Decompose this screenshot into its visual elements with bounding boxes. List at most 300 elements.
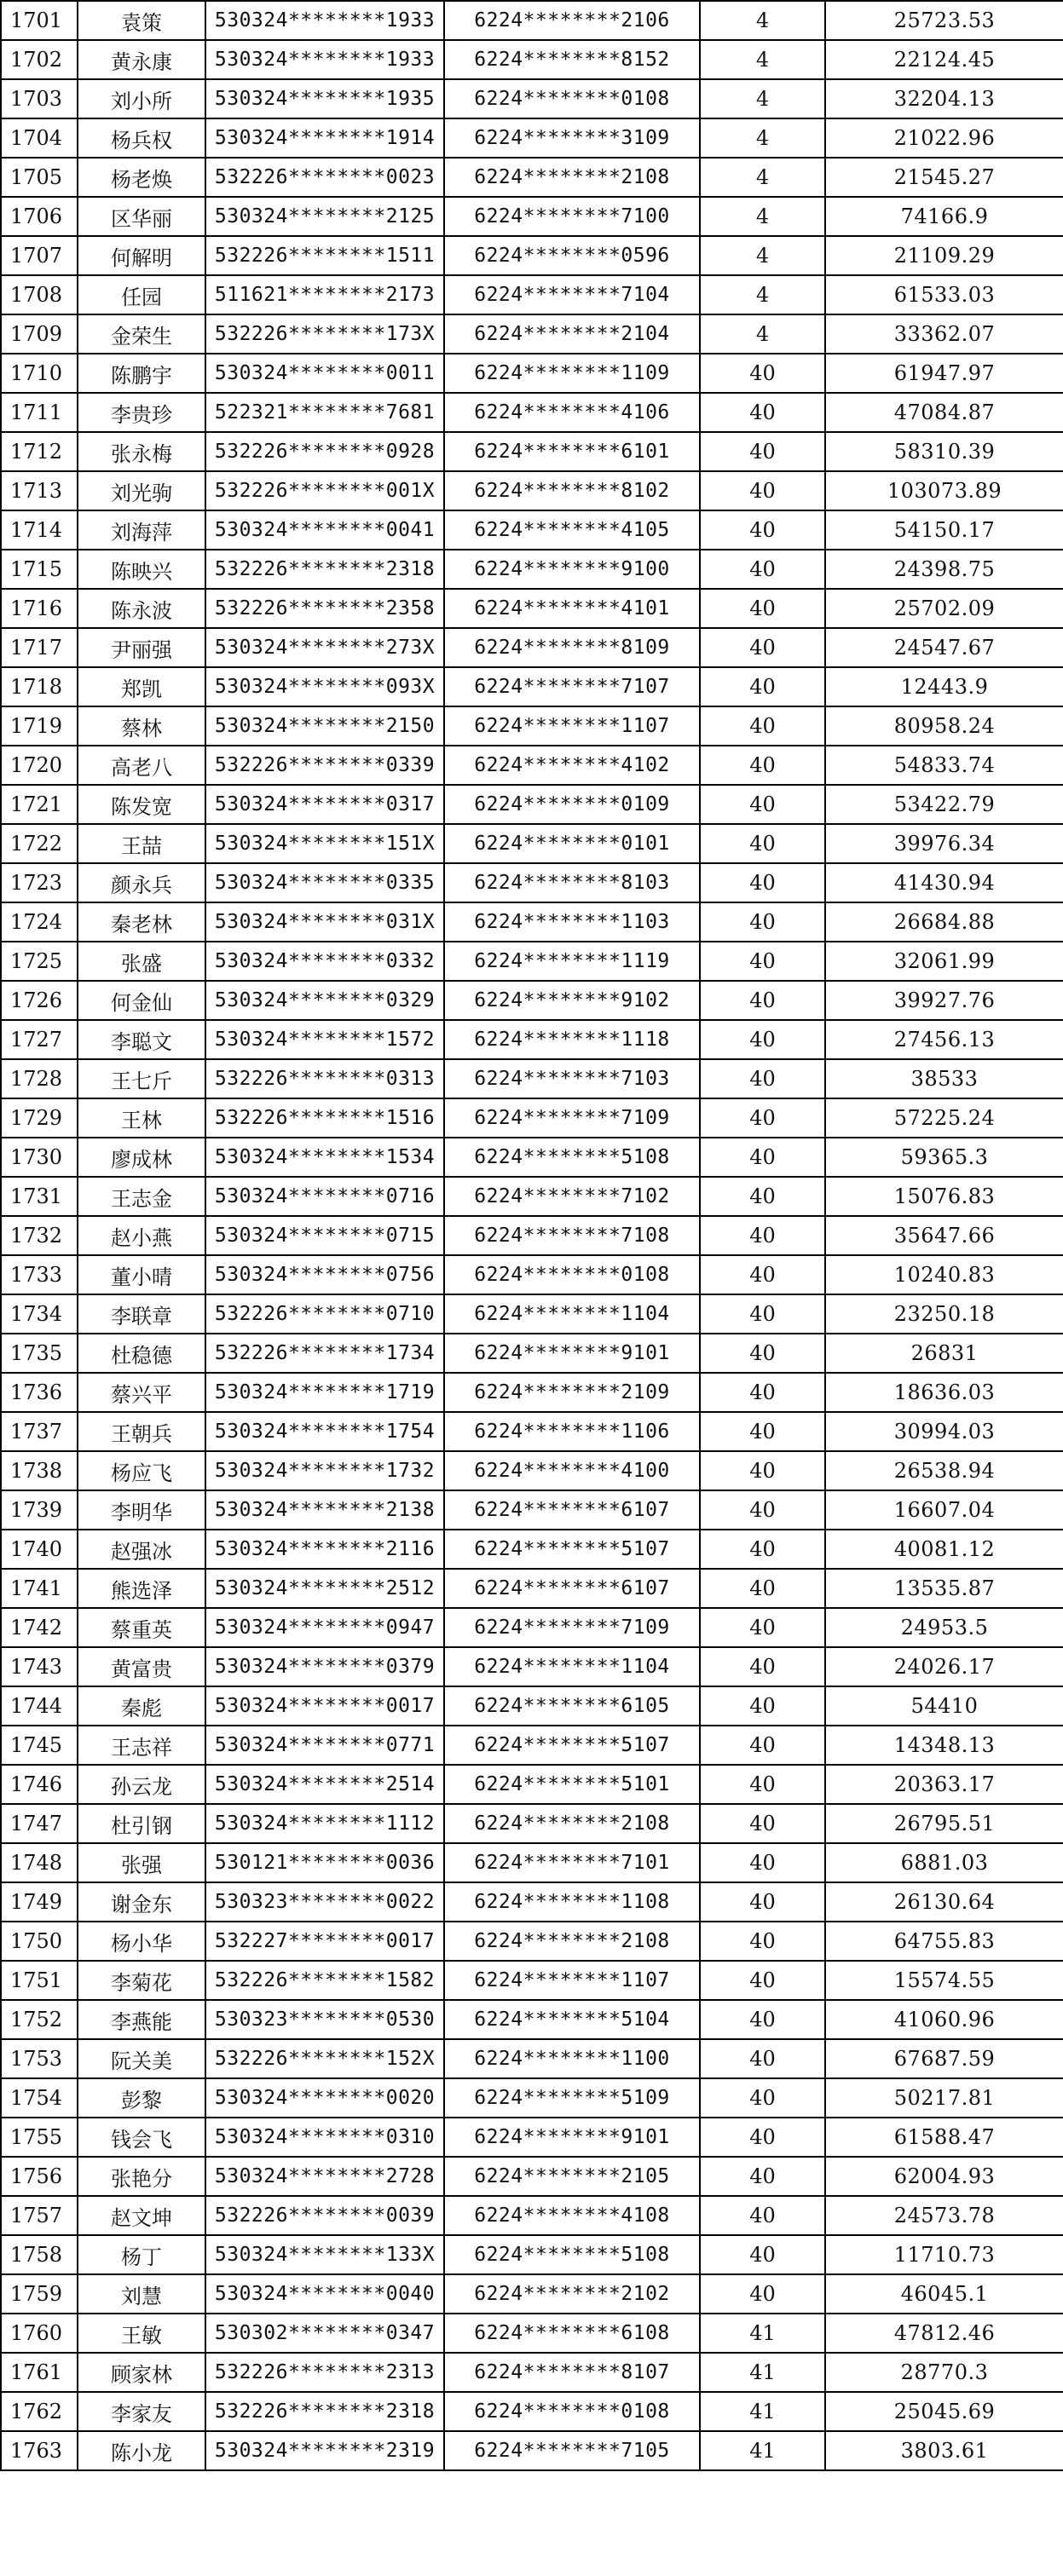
group-cell: 40 <box>700 1334 825 1373</box>
name-cell: 何金仙 <box>78 981 205 1020</box>
amount-cell: 21109.29 <box>825 236 1063 275</box>
row-number-cell: 1735 <box>1 1334 78 1373</box>
account-number-cell: 6224********7108 <box>444 1216 700 1255</box>
table-row <box>1 118 1063 158</box>
amount-cell: 33362.07 <box>825 314 1063 354</box>
table-row <box>1 2196 1063 2235</box>
amount-cell: 47812.46 <box>825 2314 1063 2353</box>
account-number-cell: 6224********7105 <box>444 2431 700 2470</box>
row-number-cell: 1741 <box>1 1569 78 1608</box>
group-cell: 40 <box>700 510 825 550</box>
id-number-cell: 530324********0020 <box>205 2078 444 2118</box>
row-number-cell: 1706 <box>1 197 78 236</box>
amount-cell: 32204.13 <box>825 79 1063 118</box>
name-cell: 王志金 <box>78 1177 205 1216</box>
id-number-cell: 530324********0715 <box>205 1216 444 1255</box>
amount-cell: 26538.94 <box>825 1451 1063 1490</box>
table-row <box>1 746 1063 785</box>
id-number-cell: 532226********0710 <box>205 1294 444 1334</box>
group-cell: 4 <box>700 40 825 79</box>
row-number-cell: 1738 <box>1 1451 78 1490</box>
id-number-cell: 532226********1516 <box>205 1098 444 1138</box>
account-number-cell: 6224********5107 <box>444 1726 700 1765</box>
account-number-cell: 6224********0109 <box>444 785 700 824</box>
name-cell: 李贵珍 <box>78 393 205 432</box>
group-cell: 40 <box>700 1177 825 1216</box>
row-number-cell: 1729 <box>1 1098 78 1138</box>
group-cell: 40 <box>700 2235 825 2274</box>
group-cell: 41 <box>700 2431 825 2470</box>
row-number-cell: 1748 <box>1 1843 78 1882</box>
table-row <box>1 1059 1063 1098</box>
id-number-cell: 530324********0335 <box>205 863 444 902</box>
group-cell: 40 <box>700 1255 825 1294</box>
table-row <box>1 2353 1063 2392</box>
id-number-cell: 532226********0928 <box>205 432 444 471</box>
id-number-cell: 511621********2173 <box>205 275 444 314</box>
name-cell: 谢金东 <box>78 1882 205 1922</box>
table-row <box>1 2157 1063 2196</box>
account-number-cell: 6224********8103 <box>444 863 700 902</box>
id-number-cell: 530324********2728 <box>205 2157 444 2196</box>
amount-cell: 39927.76 <box>825 981 1063 1020</box>
account-number-cell: 6224********7101 <box>444 1843 700 1882</box>
row-number-cell: 1724 <box>1 902 78 942</box>
group-cell: 40 <box>700 1490 825 1530</box>
amount-cell: 27456.13 <box>825 1020 1063 1059</box>
account-number-cell: 6224********5108 <box>444 1138 700 1177</box>
name-cell: 顾家林 <box>78 2353 205 2392</box>
account-number-cell: 6224********2106 <box>444 1 700 40</box>
name-cell: 王敏 <box>78 2314 205 2353</box>
group-cell: 40 <box>700 1412 825 1451</box>
group-cell: 40 <box>700 550 825 589</box>
account-number-cell: 6224********4102 <box>444 746 700 785</box>
id-number-cell: 530324********0332 <box>205 942 444 981</box>
amount-cell: 28770.3 <box>825 2353 1063 2392</box>
group-cell: 4 <box>700 79 825 118</box>
name-cell: 刘慧 <box>78 2274 205 2314</box>
account-number-cell: 6224********0108 <box>444 2392 700 2431</box>
group-cell: 40 <box>700 1647 825 1686</box>
id-number-cell: 532226********001X <box>205 471 444 510</box>
amount-cell: 30994.03 <box>825 1412 1063 1451</box>
account-number-cell: 6224********8152 <box>444 40 700 79</box>
name-cell: 何解明 <box>78 236 205 275</box>
account-number-cell: 6224********8109 <box>444 628 700 667</box>
name-cell: 陈鹏宇 <box>78 354 205 393</box>
row-number-cell: 1713 <box>1 471 78 510</box>
amount-cell: 25702.09 <box>825 589 1063 628</box>
table-row <box>1 942 1063 981</box>
name-cell: 区华丽 <box>78 197 205 236</box>
table-row <box>1 2118 1063 2157</box>
name-cell: 廖成林 <box>78 1138 205 1177</box>
account-number-cell: 6224********1109 <box>444 354 700 393</box>
account-number-cell: 6224********2108 <box>444 1922 700 1961</box>
id-number-cell: 530324********2125 <box>205 197 444 236</box>
amount-cell: 24398.75 <box>825 550 1063 589</box>
id-number-cell: 532226********1734 <box>205 1334 444 1373</box>
row-number-cell: 1746 <box>1 1765 78 1804</box>
name-cell: 袁策 <box>78 1 205 40</box>
id-number-cell: 532226********152X <box>205 2039 444 2078</box>
table-row <box>1 1334 1063 1373</box>
amount-cell: 10240.83 <box>825 1255 1063 1294</box>
name-cell: 张永梅 <box>78 432 205 471</box>
table-row <box>1 79 1063 118</box>
amount-cell: 41430.94 <box>825 863 1063 902</box>
name-cell: 郑凯 <box>78 667 205 706</box>
table-row <box>1 2314 1063 2353</box>
id-number-cell: 530324********1572 <box>205 1020 444 1059</box>
amount-cell: 61533.03 <box>825 275 1063 314</box>
account-number-cell: 6224********2108 <box>444 158 700 197</box>
account-number-cell: 6224********1119 <box>444 942 700 981</box>
name-cell: 王朝兵 <box>78 1412 205 1451</box>
name-cell: 杨兵权 <box>78 118 205 158</box>
id-number-cell: 530121********0036 <box>205 1843 444 1882</box>
account-number-cell: 6224********7102 <box>444 1177 700 1216</box>
id-number-cell: 532226********1511 <box>205 236 444 275</box>
row-number-cell: 1717 <box>1 628 78 667</box>
name-cell: 刘海萍 <box>78 510 205 550</box>
group-cell: 40 <box>700 628 825 667</box>
id-number-cell: 530324********2514 <box>205 1765 444 1804</box>
amount-cell: 24026.17 <box>825 1647 1063 1686</box>
id-number-cell: 530324********0716 <box>205 1177 444 1216</box>
account-number-cell: 6224********5107 <box>444 1530 700 1569</box>
id-number-cell: 532226********173X <box>205 314 444 354</box>
amount-cell: 3803.61 <box>825 2431 1063 2470</box>
group-cell: 40 <box>700 1765 825 1804</box>
name-cell: 董小晴 <box>78 1255 205 1294</box>
account-number-cell: 6224********7100 <box>444 197 700 236</box>
account-number-cell: 6224********1118 <box>444 1020 700 1059</box>
id-number-cell: 532226********0023 <box>205 158 444 197</box>
table-row <box>1 1608 1063 1647</box>
amount-cell: 74166.9 <box>825 197 1063 236</box>
table-row <box>1 1686 1063 1726</box>
account-number-cell: 6224********3109 <box>444 118 700 158</box>
amount-cell: 59365.3 <box>825 1138 1063 1177</box>
id-number-cell: 532226********2313 <box>205 2353 444 2392</box>
amount-cell: 61947.97 <box>825 354 1063 393</box>
account-number-cell: 6224********7109 <box>444 1608 700 1647</box>
row-number-cell: 1758 <box>1 2235 78 2274</box>
amount-cell: 54150.17 <box>825 510 1063 550</box>
name-cell: 刘光驹 <box>78 471 205 510</box>
row-number-cell: 1737 <box>1 1412 78 1451</box>
account-number-cell: 6224********4105 <box>444 510 700 550</box>
row-number-cell: 1750 <box>1 1922 78 1961</box>
amount-cell: 32061.99 <box>825 942 1063 981</box>
row-number-cell: 1759 <box>1 2274 78 2314</box>
row-number-cell: 1728 <box>1 1059 78 1098</box>
group-cell: 40 <box>700 1961 825 2000</box>
account-number-cell: 6224********9100 <box>444 550 700 589</box>
amount-cell: 103073.89 <box>825 471 1063 510</box>
table-row <box>1 1216 1063 1255</box>
row-number-cell: 1725 <box>1 942 78 981</box>
name-cell: 张艳分 <box>78 2157 205 2196</box>
amount-cell: 24953.5 <box>825 1608 1063 1647</box>
table-row <box>1 1490 1063 1530</box>
account-number-cell: 6224********1104 <box>444 1647 700 1686</box>
group-cell: 40 <box>700 589 825 628</box>
account-number-cell: 6224********7107 <box>444 667 700 706</box>
group-cell: 40 <box>700 1138 825 1177</box>
amount-cell: 57225.24 <box>825 1098 1063 1138</box>
row-number-cell: 1721 <box>1 785 78 824</box>
row-number-cell: 1742 <box>1 1608 78 1647</box>
group-cell: 4 <box>700 118 825 158</box>
group-cell: 40 <box>700 824 825 863</box>
id-number-cell: 530323********0022 <box>205 1882 444 1922</box>
table-row <box>1 1843 1063 1882</box>
table-row <box>1 1451 1063 1490</box>
account-number-cell: 6224********7104 <box>444 275 700 314</box>
name-cell: 金荣生 <box>78 314 205 354</box>
table-row <box>1 197 1063 236</box>
account-number-cell: 6224********6101 <box>444 432 700 471</box>
name-cell: 陈永波 <box>78 589 205 628</box>
group-cell: 41 <box>700 2314 825 2353</box>
table-row <box>1 785 1063 824</box>
row-number-cell: 1722 <box>1 824 78 863</box>
account-number-cell: 6224********4106 <box>444 393 700 432</box>
amount-cell: 23250.18 <box>825 1294 1063 1334</box>
group-cell: 40 <box>700 1373 825 1412</box>
row-number-cell: 1757 <box>1 2196 78 2235</box>
amount-cell: 24573.78 <box>825 2196 1063 2235</box>
group-cell: 40 <box>700 354 825 393</box>
name-cell: 高老八 <box>78 746 205 785</box>
group-cell: 4 <box>700 158 825 197</box>
account-number-cell: 6224********2108 <box>444 1804 700 1843</box>
amount-cell: 26831 <box>825 1334 1063 1373</box>
name-cell: 赵小燕 <box>78 1216 205 1255</box>
account-number-cell: 6224********6107 <box>444 1490 700 1530</box>
account-number-cell: 6224********1107 <box>444 1961 700 2000</box>
id-number-cell: 532226********2318 <box>205 550 444 589</box>
row-number-cell: 1743 <box>1 1647 78 1686</box>
table-row <box>1 1 1063 40</box>
row-number-cell: 1703 <box>1 79 78 118</box>
name-cell: 尹丽强 <box>78 628 205 667</box>
table-row <box>1 471 1063 510</box>
name-cell: 杨老焕 <box>78 158 205 197</box>
id-number-cell: 530324********0771 <box>205 1726 444 1765</box>
table-row <box>1 432 1063 471</box>
table-row <box>1 1569 1063 1608</box>
row-number-cell: 1761 <box>1 2353 78 2392</box>
amount-cell: 54410 <box>825 1686 1063 1726</box>
name-cell: 蔡林 <box>78 706 205 746</box>
name-cell: 黄富贵 <box>78 1647 205 1686</box>
id-number-cell: 532226********2358 <box>205 589 444 628</box>
amount-cell: 21022.96 <box>825 118 1063 158</box>
group-cell: 40 <box>700 1804 825 1843</box>
name-cell: 熊选泽 <box>78 1569 205 1608</box>
group-cell: 40 <box>700 2118 825 2157</box>
group-cell: 4 <box>700 314 825 354</box>
name-cell: 杨应飞 <box>78 1451 205 1490</box>
table-row <box>1 1138 1063 1177</box>
row-number-cell: 1705 <box>1 158 78 197</box>
id-number-cell: 530323********0530 <box>205 2000 444 2039</box>
table-row <box>1 1647 1063 1686</box>
group-cell: 40 <box>700 1020 825 1059</box>
amount-cell: 16607.04 <box>825 1490 1063 1530</box>
group-cell: 40 <box>700 1726 825 1765</box>
amount-cell: 64755.83 <box>825 1922 1063 1961</box>
name-cell: 秦彪 <box>78 1686 205 1726</box>
table-row <box>1 1098 1063 1138</box>
group-cell: 40 <box>700 2078 825 2118</box>
group-cell: 40 <box>700 902 825 942</box>
id-number-cell: 532226********1582 <box>205 1961 444 2000</box>
row-number-cell: 1736 <box>1 1373 78 1412</box>
name-cell: 李菊花 <box>78 1961 205 2000</box>
id-number-cell: 530324********1112 <box>205 1804 444 1843</box>
table-row <box>1 236 1063 275</box>
name-cell: 王志祥 <box>78 1726 205 1765</box>
account-number-cell: 6224********1107 <box>444 706 700 746</box>
amount-cell: 26684.88 <box>825 902 1063 942</box>
account-number-cell: 6224********4101 <box>444 589 700 628</box>
group-cell: 40 <box>700 471 825 510</box>
table-row <box>1 314 1063 354</box>
row-number-cell: 1749 <box>1 1882 78 1922</box>
amount-cell: 15076.83 <box>825 1177 1063 1216</box>
account-number-cell: 6224********5104 <box>444 2000 700 2039</box>
table-row <box>1 628 1063 667</box>
amount-cell: 21545.27 <box>825 158 1063 197</box>
account-number-cell: 6224********2104 <box>444 314 700 354</box>
id-number-cell: 530324********1719 <box>205 1373 444 1412</box>
name-cell: 阮关美 <box>78 2039 205 2078</box>
table-row <box>1 1412 1063 1451</box>
table-row <box>1 1177 1063 1216</box>
group-cell: 40 <box>700 393 825 432</box>
table-row <box>1 510 1063 550</box>
name-cell: 赵文坤 <box>78 2196 205 2235</box>
amount-cell: 61588.47 <box>825 2118 1063 2157</box>
account-number-cell: 6224********2102 <box>444 2274 700 2314</box>
table-row <box>1 275 1063 314</box>
table-row <box>1 1882 1063 1922</box>
group-cell: 40 <box>700 746 825 785</box>
name-cell: 彭黎 <box>78 2078 205 2118</box>
table-row <box>1 2235 1063 2274</box>
group-cell: 40 <box>700 2039 825 2078</box>
name-cell: 李燕能 <box>78 2000 205 2039</box>
table-row <box>1 589 1063 628</box>
table-row <box>1 1804 1063 1843</box>
name-cell: 杨丁 <box>78 2235 205 2274</box>
table-row <box>1 824 1063 863</box>
table-row <box>1 2274 1063 2314</box>
id-number-cell: 530324********1914 <box>205 118 444 158</box>
group-cell: 40 <box>700 1608 825 1647</box>
row-number-cell: 1756 <box>1 2157 78 2196</box>
id-number-cell: 530324********1935 <box>205 79 444 118</box>
group-cell: 40 <box>700 2274 825 2314</box>
group-cell: 4 <box>700 275 825 314</box>
table-row <box>1 863 1063 902</box>
amount-cell: 11710.73 <box>825 2235 1063 2274</box>
id-number-cell: 530324********151X <box>205 824 444 863</box>
row-number-cell: 1745 <box>1 1726 78 1765</box>
id-number-cell: 530324********0011 <box>205 354 444 393</box>
account-number-cell: 6224********7109 <box>444 1098 700 1138</box>
account-number-cell: 6224********0101 <box>444 824 700 863</box>
group-cell: 40 <box>700 432 825 471</box>
row-number-cell: 1747 <box>1 1804 78 1843</box>
group-cell: 41 <box>700 2353 825 2392</box>
id-number-cell: 530324********0756 <box>205 1255 444 1294</box>
table-row <box>1 706 1063 746</box>
row-number-cell: 1731 <box>1 1177 78 1216</box>
id-number-cell: 530324********1933 <box>205 40 444 79</box>
group-cell: 40 <box>700 1882 825 1922</box>
account-number-cell: 6224********6108 <box>444 2314 700 2353</box>
table-row <box>1 1294 1063 1334</box>
account-number-cell: 6224********6107 <box>444 1569 700 1608</box>
records-table-body <box>1 1 1063 2470</box>
amount-cell: 6881.03 <box>825 1843 1063 1882</box>
group-cell: 4 <box>700 236 825 275</box>
row-number-cell: 1744 <box>1 1686 78 1726</box>
name-cell: 蔡兴平 <box>78 1373 205 1412</box>
id-number-cell: 532226********2318 <box>205 2392 444 2431</box>
name-cell: 赵强冰 <box>78 1530 205 1569</box>
amount-cell: 12443.9 <box>825 667 1063 706</box>
amount-cell: 15574.55 <box>825 1961 1063 2000</box>
account-number-cell: 6224********1104 <box>444 1294 700 1334</box>
row-number-cell: 1755 <box>1 2118 78 2157</box>
account-number-cell: 6224********8102 <box>444 471 700 510</box>
account-number-cell: 6224********1106 <box>444 1412 700 1451</box>
row-number-cell: 1718 <box>1 667 78 706</box>
name-cell: 蔡重英 <box>78 1608 205 1647</box>
table-row <box>1 2000 1063 2039</box>
amount-cell: 54833.74 <box>825 746 1063 785</box>
group-cell: 40 <box>700 1216 825 1255</box>
amount-cell: 25723.53 <box>825 1 1063 40</box>
id-number-cell: 532226********0039 <box>205 2196 444 2235</box>
group-cell: 40 <box>700 1294 825 1334</box>
group-cell: 40 <box>700 1530 825 1569</box>
amount-cell: 20363.17 <box>825 1765 1063 1804</box>
table-row <box>1 1922 1063 1961</box>
account-number-cell: 6224********2109 <box>444 1373 700 1412</box>
id-number-cell: 530324********0017 <box>205 1686 444 1726</box>
row-number-cell: 1702 <box>1 40 78 79</box>
group-cell: 40 <box>700 1451 825 1490</box>
id-number-cell: 530324********1534 <box>205 1138 444 1177</box>
row-number-cell: 1723 <box>1 863 78 902</box>
row-number-cell: 1760 <box>1 2314 78 2353</box>
name-cell: 陈发宽 <box>78 785 205 824</box>
row-number-cell: 1732 <box>1 1216 78 1255</box>
id-number-cell: 530324********1732 <box>205 1451 444 1490</box>
row-number-cell: 1711 <box>1 393 78 432</box>
table-row <box>1 40 1063 79</box>
account-number-cell: 6224********9102 <box>444 981 700 1020</box>
amount-cell: 41060.96 <box>825 2000 1063 2039</box>
